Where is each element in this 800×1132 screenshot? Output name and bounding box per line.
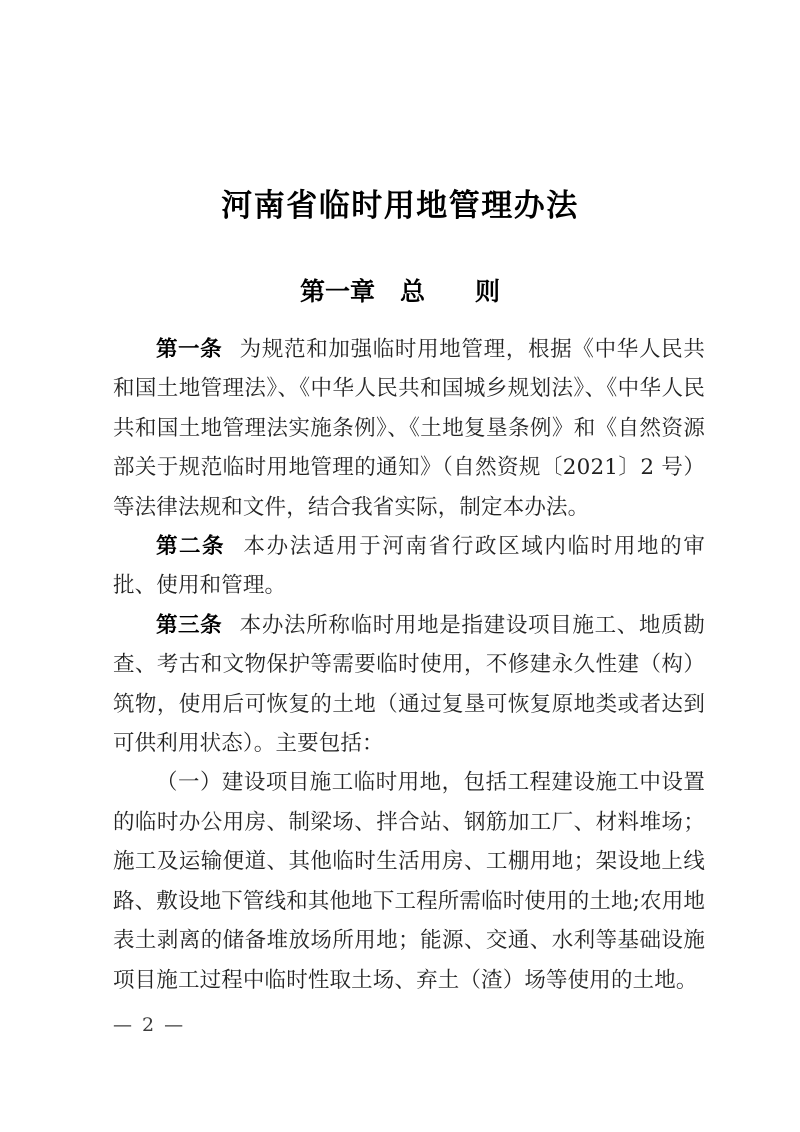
article-text: 本办法适用于河南省行政区域内临时用地的审批、使用和管理。: [113, 534, 705, 599]
article-label: 第三条: [156, 612, 223, 638]
article-paragraph: [113, 527, 705, 606]
list-item-marker: （一）: [156, 770, 222, 796]
list-item-text: 建设项目施工临时用地，包括工程建设施工中设置的临时办公用房、制梁场、拌合站、钢筋加工厂、材料堆场；施工及运输便道、其他临时生活用房、工棚用地；架设地上线路、敷设地下管线和其他地下工程所需临时使用的土地;农用地表土剥离的储备堆放场所用地；能源、交通、水利等基础设施项目施工过程中临时性取土场、弃土（渣）场等使用的土地。: [113, 770, 705, 993]
chapter-heading: 第一章 总 则: [299, 276, 500, 306]
article-paragraph: [113, 330, 705, 527]
document-body: [113, 330, 705, 1000]
page-number: — 2 —: [113, 1014, 186, 1036]
article-label: 第二条: [156, 534, 225, 560]
article-text: 为规范和加强临时用地管理，根据《中华人民共和国土地管理法》、《中华人民共和国城乡规划法》、《中华人民共和国土地管理法实施条例》、《土地复垦条例》和《自然资源部关于规范临时用地管理的通知》（自然资规〔2021〕2 号）等法律法规和文件，结合我省实际，制定本办法。: [113, 337, 705, 520]
article-label: 第一条: [156, 337, 223, 362]
list-item: [113, 763, 705, 999]
article-text: 本办法所称临时用地是指建设项目施工、地质勘查、考古和文物保护等需要临时使用，不修建永久性建（构）筑物，使用后可恢复的土地（通过复垦可恢复原地类或者达到可供利用状态）。主要包括：: [113, 612, 705, 757]
article-paragraph: [113, 606, 705, 764]
page-title: 河南省临时用地管理办法: [221, 187, 579, 224]
